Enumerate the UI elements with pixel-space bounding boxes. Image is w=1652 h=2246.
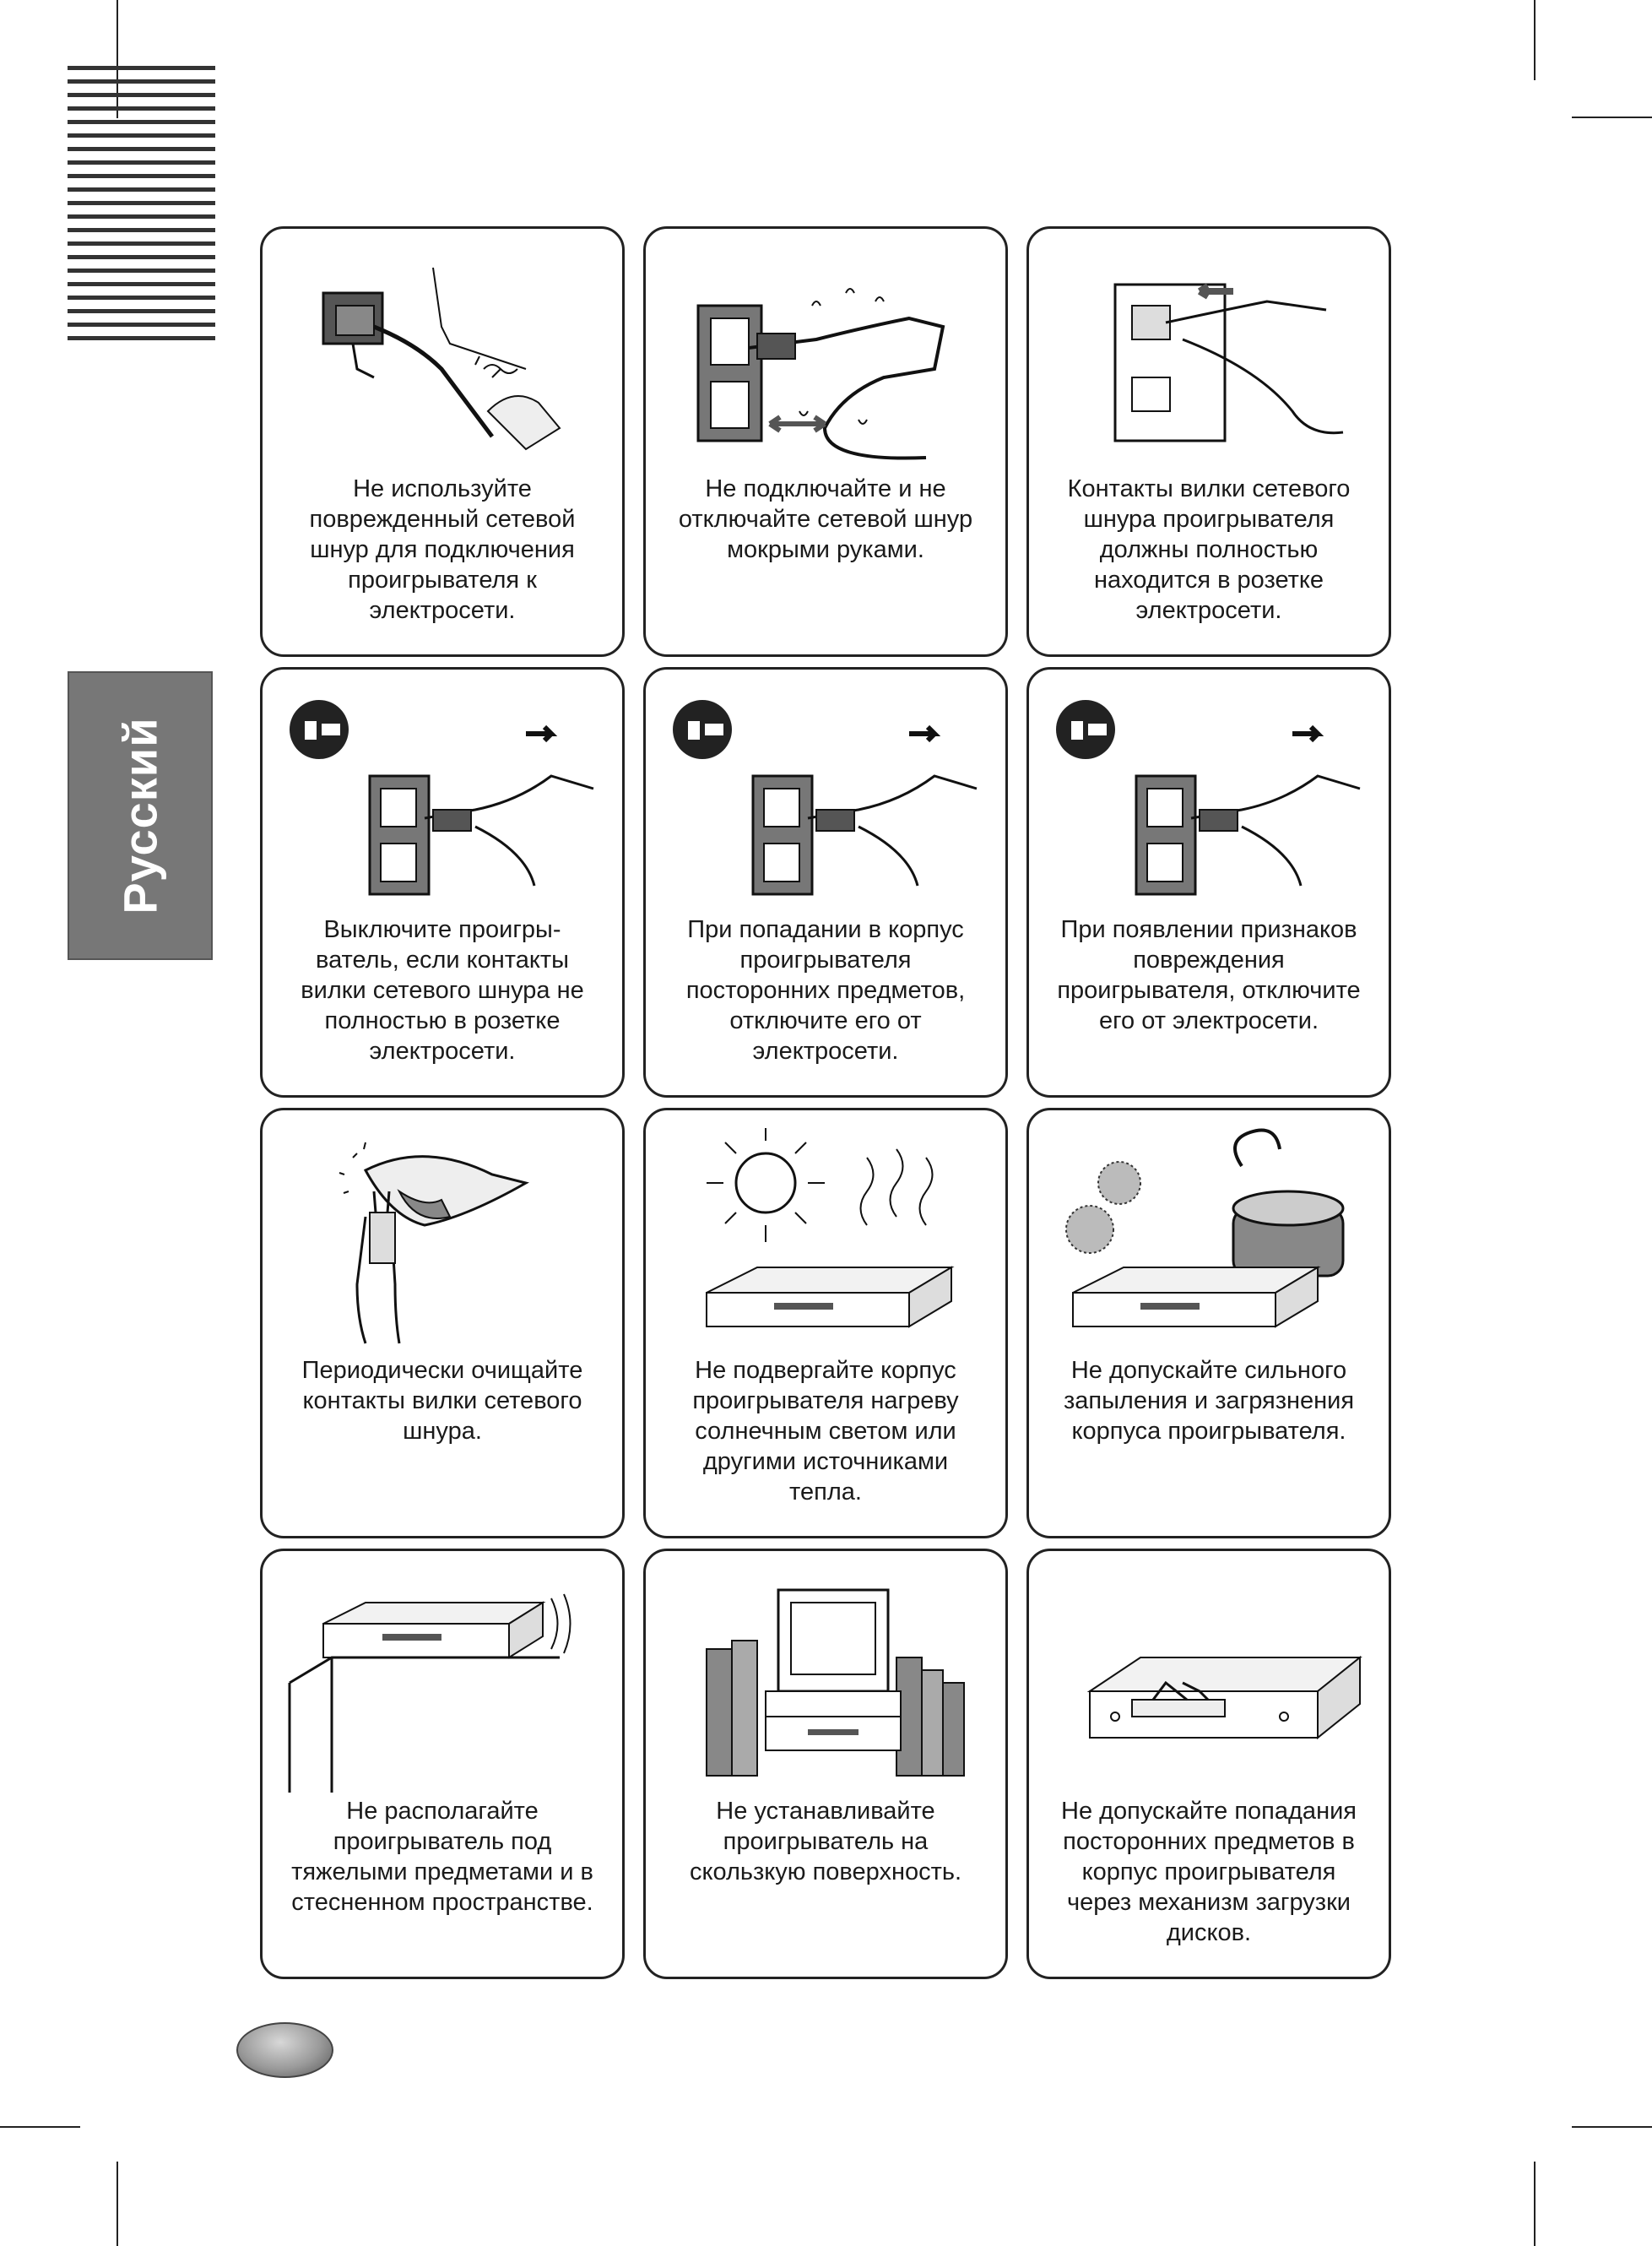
unplug-icon <box>273 683 612 911</box>
card-caption: Не используйте поврежденный сетевой шнур для подключения проигрывателя к электросети. <box>309 475 576 624</box>
card-caption: Периодически очищайте контакты вилки сетевого шнура. <box>301 1357 583 1445</box>
crop-mark <box>0 2126 80 2128</box>
card-caption: Не располагайте проигрыватель под тяжелыми предметами и в стесненном пространстве. <box>291 1798 593 1916</box>
language-tab <box>68 671 213 960</box>
card-caption: При появлении признаков повреждения проигрывателя, отключите его от электросети. <box>1057 916 1361 1034</box>
card-caption: Не допускайте сильного запыления и загрязнения корпуса проигрывателя. <box>1063 1357 1355 1445</box>
damaged-cord-icon <box>273 242 612 470</box>
safety-card <box>643 226 1008 657</box>
card-caption: Не допускайте попадания посторонних предметов в корпус проигрывателя через механизм загрузки дисков. <box>1061 1798 1357 1946</box>
disc-tray-icon <box>1039 1565 1378 1793</box>
plug-fully-inserted-icon <box>1039 242 1378 470</box>
safety-card <box>260 667 625 1098</box>
safety-card <box>1026 667 1391 1098</box>
unplug-icon <box>656 683 995 911</box>
card-caption: Не устанавливайте проигрыватель на скользкую поверхность. <box>689 1798 962 1885</box>
unplug-icon <box>1039 683 1378 911</box>
safety-card <box>1026 226 1391 657</box>
dust-icon <box>1039 1124 1378 1352</box>
card-caption: Выключите проигры- ватель, если контакты вилки сетевого шнура не полностью в розетке электросети. <box>301 916 584 1065</box>
safety-card <box>260 226 625 657</box>
sun-heat-icon <box>656 1124 995 1352</box>
card-caption: Не подвергайте корпус проигрывателя нагреву солнечным светом или другими источниками тепла. <box>692 1357 959 1505</box>
edge-placement-icon <box>273 1565 612 1793</box>
safety-card <box>643 1108 1008 1538</box>
page-number-badge <box>236 2022 333 2078</box>
tv-stack-icon <box>656 1565 995 1793</box>
clean-plug-icon <box>273 1124 612 1352</box>
crop-mark <box>1572 2126 1652 2128</box>
crop-mark <box>116 2162 118 2246</box>
crop-mark <box>1534 2162 1536 2246</box>
safety-card <box>1026 1549 1391 1979</box>
safety-card <box>643 1549 1008 1979</box>
card-caption: При попадании в корпус проигрывателя посторонних предметов, отключите его от электросети. <box>685 916 966 1065</box>
safety-card <box>260 1549 625 1979</box>
language-tab-label: Русский <box>113 717 167 914</box>
header-stripes <box>68 66 215 361</box>
crop-mark <box>1572 117 1652 118</box>
safety-card <box>643 667 1008 1098</box>
wet-hands-plug-icon <box>656 242 995 470</box>
safety-card <box>1026 1108 1391 1538</box>
safety-card <box>260 1108 625 1538</box>
card-caption: Контакты вилки сетевого шнура проигрывателя должны полностью находится в розетке электросети. <box>1067 475 1351 624</box>
card-caption: Не подключайте и не отключайте сетевой шнур мокрыми руками. <box>678 475 973 563</box>
crop-mark <box>1534 0 1536 80</box>
